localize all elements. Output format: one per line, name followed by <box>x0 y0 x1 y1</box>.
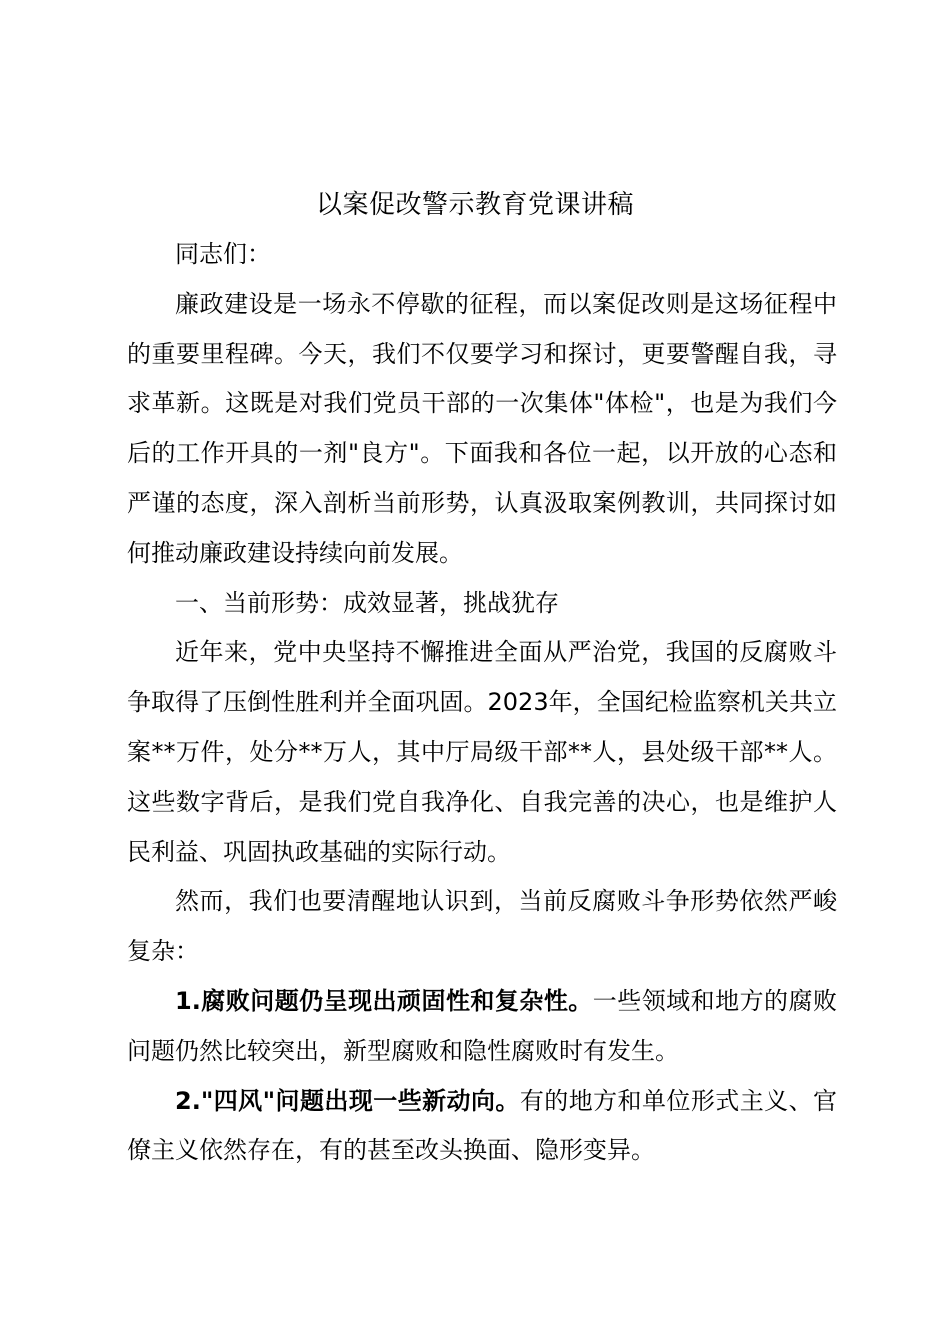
salutation: 同志们： <box>175 240 271 268</box>
list-item-2-lead: 2."四风"问题出现一些新动向。 <box>175 1086 520 1115</box>
section-heading: 一、当前形势：成效显著，挑战犹存 <box>175 588 559 617</box>
section-paragraph-1: 近年来，党中央坚持不懈推进全面从严治党，我国的反腐败斗争取得了压倒性胜利并全面巩固。2023年，全国纪检监察机关共立案**万件，处分**万人，其中厅局级干部**人，县处级干部**人。这些数字背后，是我们党自我净化、自我完善的决心，也是维护人民利益、巩固执政基础的实际行动。 <box>127 638 837 866</box>
list-item-1-lead: 1.腐败问题仍呈现出顽固性和复杂性。 <box>175 986 593 1015</box>
intro-paragraph: 廉政建设是一场永不停歇的征程，而以案促改则是这场征程中的重要里程碑。今天，我们不仅要学习和探讨，更要警醒自我，寻求革新。这既是对我们党员干部的一次集体"体检"，也是为我们今后的工作开具的一剂"良方"。下面我和各位一起，以开放的心态和严谨的态度，深入剖析当前形势，认真汲取案例教训，共同探讨如何推动廉政建设持续向前发展。 <box>127 289 837 567</box>
list-item-1 <box>127 977 837 1077</box>
section-paragraph-2: 然而，我们也要清醒地认识到，当前反腐败斗争形势依然严峻复杂： <box>127 887 837 966</box>
list-item-2 <box>127 1077 837 1177</box>
document-title: 以案促改警示教育党课讲稿 <box>315 190 634 220</box>
list-item-1-text: 一些领域和地方的腐败问题仍然比较突出，新型腐败和隐性腐败时有发生。 <box>127 986 837 1065</box>
list-item-2-text: 有的地方和单位形式主义、官僚主义依然存在，有的甚至改头换面、隐形变异。 <box>127 1086 837 1165</box>
document-body <box>127 230 837 1176</box>
